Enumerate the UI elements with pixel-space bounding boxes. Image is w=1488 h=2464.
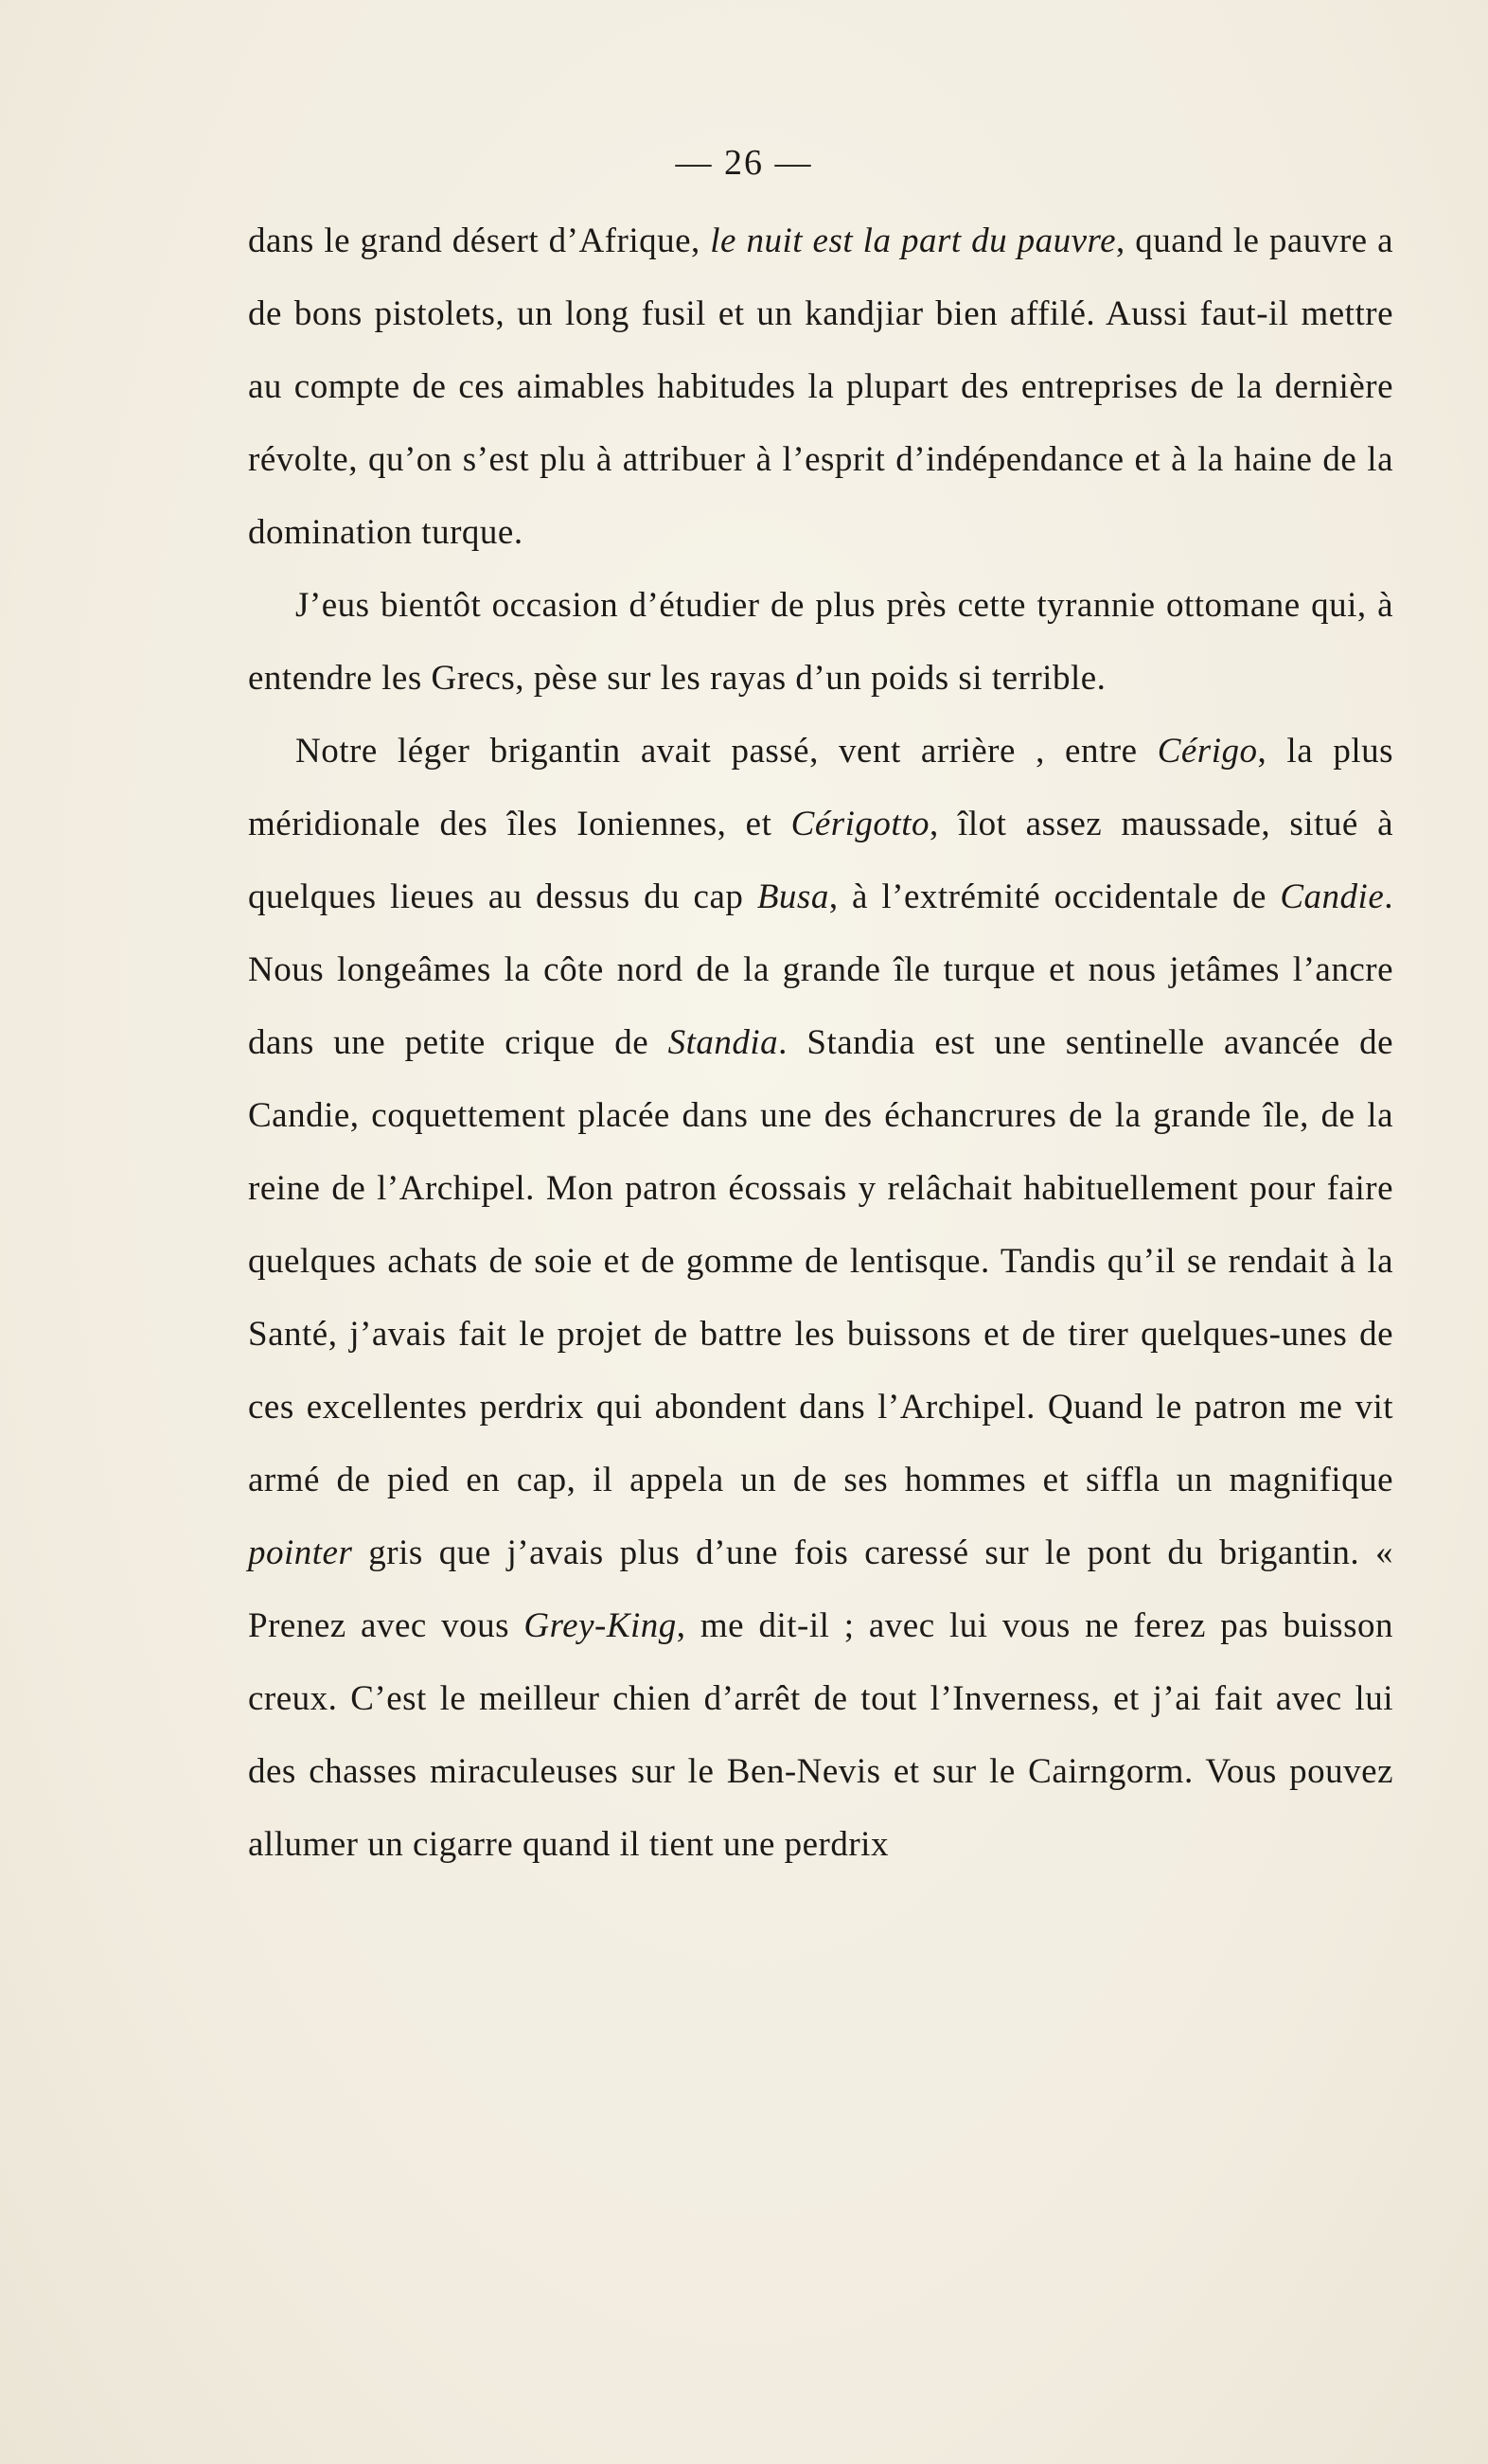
italic-text: Candie (1280, 877, 1385, 916)
italic-text: Cérigo (1157, 732, 1258, 771)
page-number: — 26 — (675, 143, 813, 183)
paragraph (248, 715, 1393, 1881)
italic-text: Standia (667, 1023, 779, 1062)
paragraph-text: dans le grand désert d’Afrique, (248, 222, 711, 260)
body-text (248, 204, 1393, 1881)
italic-text: Busa (756, 877, 829, 916)
paragraph-text: , à l’extrémité occidentale de (828, 877, 1281, 916)
paragraph (248, 569, 1393, 715)
italic-text: le nuit est la part du pauvre (710, 222, 1117, 260)
italic-text: Cérigotto (790, 805, 930, 843)
paragraph-text: gris que j’avais plus d’une fois caressé sur le pont du brigantin. « Prenez avec vous (248, 1533, 1393, 1645)
paragraph-text: , la plus méridionale des îles Ioniennes, et (248, 732, 1393, 843)
italic-text: pointer (248, 1533, 353, 1572)
paragraph-text: . Standia est une sentinelle avancée de Candie, coquettement placée dans une des échancrures de la grande île, de la reine de l’Archipel. Mon patron écossais y relâchait habituellement pour faire quelques achats de soie et de gomme de lentisque. Tandis qu’il se rendait à la Santé, j’avais fait le projet de battre les buissons et de tirer quelques-unes de ces excellentes perdrix qui abondent dans l’Archipel. Quand le patron me vit armé de pied en cap, il appela un de ses hommes et siffla un magnifique (248, 1023, 1394, 1499)
paragraph-text: , quand le pauvre a de bons pistolets, un long fusil et un kandjiar bien affilé. Aussi faut-il mettre au compte de ces aimables habitudes la plupart des entreprises de la dernière révolte, qu’on s’est plu à attribuer à l’esprit d’indépendance et à la haine de la domination turque. (248, 222, 1393, 552)
paragraph-text: , îlot assez maussade, situé à quelques lieues au dessus du cap (248, 805, 1393, 916)
paragraph-text: , me dit-il ; avec lui vous ne ferez pas buisson creux. C’est le meilleur chien d’arrêt de tout l’Inverness, et j’ai fait avec lui des chasses miraculeuses sur le Ben-Nevis et sur le Cairngorm. Vous pouvez allumer un cigarre quand il tient une perdrix (248, 1606, 1393, 1864)
paragraph-text: Notre léger brigantin avait passé, vent arrière , entre (295, 732, 1158, 771)
paragraph-text: J’eus bientôt occasion d’étudier de plus près cette tyrannie ottomane qui, à entendre les Grecs, pèse sur les rayas d’un poids si terrible. (248, 586, 1393, 698)
italic-text: Grey-King (523, 1606, 677, 1645)
paragraph-text: . Nous longeâmes la côte nord de la grande île turque et nous jetâmes l’ancre dans une petite crique de (248, 877, 1393, 1062)
paragraph (248, 204, 1393, 569)
